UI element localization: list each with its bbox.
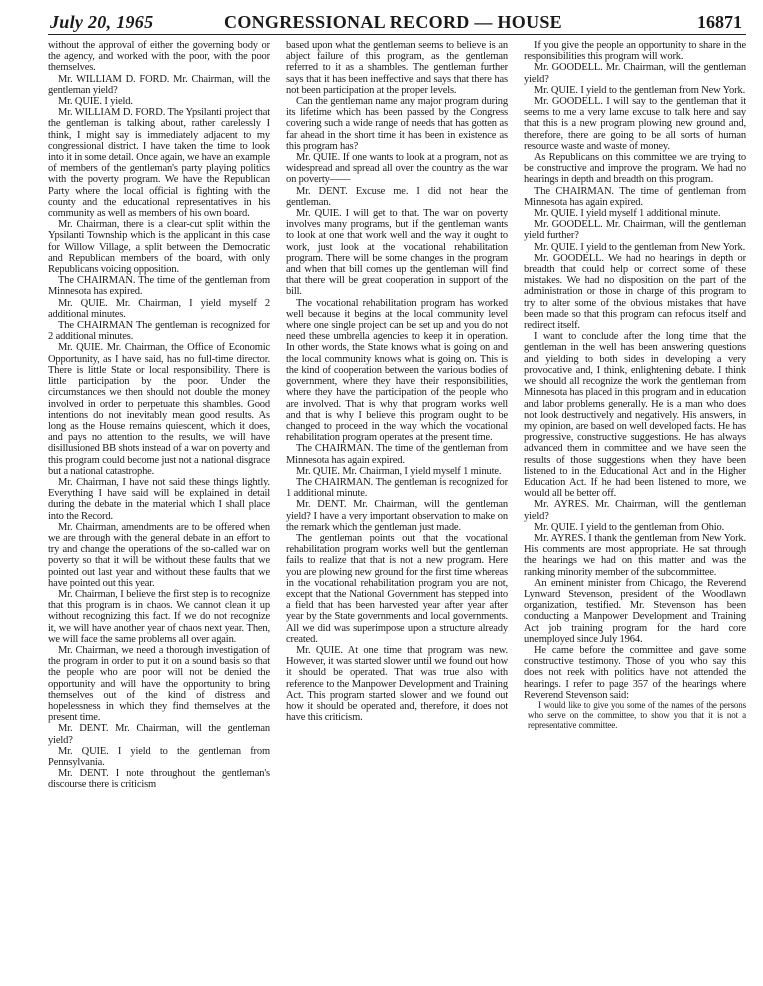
paragraph: Mr. Chairman, I have not said these things lightly. Everything I have said will be explained in detail during the debate in the material which I shall place into the Record. — [48, 476, 270, 522]
paragraph: Mr. QUIE. If one wants to look at a program, not as widespread and spread all over the country as the war on poverty—— — [286, 152, 508, 186]
paragraph: The CHAIRMAN. The gentleman is recognized for 1 additional minute. — [286, 476, 508, 500]
column-3 — [524, 40, 746, 984]
paragraph: Mr. AYRES. I thank the gentleman from New York. His comments are most appropriate. He sat through the hearings we had on this matter and was the ranking minority member of the subcommittee. — [524, 532, 746, 578]
paragraph: Mr. QUIE. Mr. Chairman, I yield myself 1 minute. — [296, 465, 502, 477]
paragraph: Mr. QUIE. At one time that program was new. However, it was started slower until we found out how it should be operated. That was true also with reference to the Manpower Development and Training Act. This program started slower and we found out how it should be operated and, therefore, it does not have this criticism. — [286, 644, 508, 724]
paragraph: The CHAIRMAN. The time of gentleman from Minnesota has again expired. — [524, 185, 746, 208]
header-page-number: 16871 — [697, 12, 742, 32]
paragraph: Mr. QUIE. I yield to the gentleman from Pennsylvania. — [48, 745, 270, 768]
column-1 — [48, 40, 270, 984]
paragraph: without the approval of either the governing body or the agency, and worked with the poor, with the poor themselves. — [48, 40, 270, 74]
paragraph: Mr. QUIE. I yield to the gentleman from New York. — [534, 84, 746, 96]
paragraph: An eminent minister from Chicago, the Reverend Lynward Stevenson, president of the Woodlawn organization, testified. Mr. Stevenson has been conducting a Manpower Development and Training Act job training program for the hard core unemployed since July 1964. — [524, 577, 746, 645]
paragraph: Mr. QUIE. I yield to the gentleman from New York. — [534, 241, 746, 253]
paragraph: Mr. QUIE. Mr. Chairman, I yield myself 2 additional minutes. — [48, 297, 270, 320]
paragraph: Mr. GOODELL. Mr. Chairman, will the gentleman yield? — [524, 62, 746, 85]
paragraph: Mr. QUIE. I will get to that. The war on poverty involves many programs, but if the gentleman wants to look at one that work well and the way it ought to work, just look at the vocational rehabilitation program. There will be some changes in the program and when that bill comes up the gentleman will find that there will be great cooperation in support of the bill. — [286, 208, 508, 298]
text-columns — [48, 40, 746, 984]
header-rule — [48, 34, 746, 35]
paragraph: Mr. QUIE. Mr. Chairman, the Office of Economic Opportunity, as I have said, has no full-time director. There is little State or local responsibility. There is little participation by the poor. Under the circumstances we then should not double the money involved in order to perpetuate this shambles. Good intentions do not inevitably mean good results. As long as the House remains quiescent, which it does, and pays no attention to the results, we will have disillusioned BB shots instead of a war on poverty and this program could become just not a national disgrace but a national catastrophe. — [48, 342, 270, 477]
paragraph: Mr. GOODELL. We had no hearings in depth or breadth that could help or correct some of these mistakes. We had no disposition on the part of the administration or those in charge of this program to try to alter some of the obvious mistakes that have been made so that this program can refocus itself and redirect itself. — [524, 252, 746, 332]
paragraph: Mr. Chairman, amendments are to be offered when we are through with the general debate in an effort to try and change the operations of the so-called war on poverty so that it will be without these faults that we pointed out last year and without these faults that we have pointed out this year. — [48, 521, 270, 589]
paragraph: Mr. WILLIAM D. FORD. The Ypsilanti project that the gentleman is talking about, rather carelessly I think, I might say is immediately adjacent to my congressional district. I have taken the time to look into it in some detail. Once again, we have an example of members of the gentleman's party playing politics with the poverty program. We have the Republican Party where the local official is fighting with the county and the educational representatives in his community as well as members of his own board. — [48, 107, 270, 220]
paragraph: The CHAIRMAN The gentleman is recognized for 2 additional minutes. — [48, 320, 270, 343]
paragraph: As Republicans on this committee we are trying to be constructive and improve the program. We had no hearings in depth and breadth on this program. — [524, 152, 746, 186]
paragraph: Mr. DENT. I note throughout the gentleman's discourse there is criticism — [48, 768, 270, 791]
paragraph: Mr. Chairman, I believe the first step is to recognize that this program is in chaos. We cannot clean it up without recognizing this fact. If we do not recognize it, we will have another year of chaos next year. Then, we will face the same problems all over again. — [48, 588, 270, 645]
paragraph: Mr. QUIE. I yield to the gentleman from Ohio. — [534, 521, 725, 533]
paragraph: He came before the committee and gave some constructive testimony. Those of you who say this does not reek with politics have not attended the hearings. I refer to page 357 of the hearings where Reverend Stevenson said: — [524, 644, 746, 701]
paragraph: Can the gentleman name any major program during its lifetime which has been passed by the Congress covering such a wide range of needs that has gotten as far ahead in the short time it has been in existence as this program has? — [286, 96, 508, 152]
paragraph: The gentleman points out that the vocational rehabilitation program works well but the gentleman fails to realize that that is not a new program. Here you are plowing new ground for the first time whereas in the vocational rehabilitation program you are not, except that the National Government has stepped into a field that has been harvested year after year after year by the State governments and local governments. All we did was superimpose upon a structure already created. — [286, 532, 508, 645]
paragraph: Mr. QUIE. I yield. — [58, 96, 133, 108]
paragraph: Mr. WILLIAM D. FORD. Mr. Chairman, will the gentleman yield? — [48, 73, 270, 96]
paragraph: The CHAIRMAN. The time of the gentleman from Minnesota has expired. — [48, 275, 270, 298]
paragraph: Mr. AYRES. Mr. Chairman, will the gentleman yield? — [524, 499, 746, 522]
paragraph: Mr. GOODELL. Mr. Chairman, will the gentleman yield further? — [524, 219, 746, 242]
quoted-paragraph: I would like to give you some of the names of the persons who serve on the committee, to show you that it is not a representative committee. — [528, 699, 746, 730]
page-header — [40, 4, 746, 34]
header-title: CONGRESSIONAL RECORD — HOUSE — [224, 12, 562, 32]
column-2 — [286, 40, 508, 984]
paragraph: The vocational rehabilitation program has worked well because it begins at the local community level where one single project can be set up and you do not need these umbrella agencies to keep it in operation. In other words, the State knows what is going on and the local community knows what is going on. This is the kind of cooperation between the various bodies of government, where they have their responsibilities, where they have the participation of the people who are involved. That is why that program works well and that is why I believe this program ought to be changed to proceed in the way which the vocational rehabilitation program operates at the present time. — [286, 297, 508, 444]
paragraph: If you give the people an opportunity to share in the responsibilities this program will work. — [524, 40, 746, 63]
paragraph: The CHAIRMAN. The time of the gentleman from Minnesota has again expired. — [286, 443, 508, 466]
paragraph: based upon what the gentleman seems to believe is an abject failure of this program, as the gentleman referred to it as a shambles. The gentleman further says that it has been ineffective and says that there has not been participation at the proper levels. — [286, 40, 508, 96]
paragraph: Mr. DENT. Mr. Chairman, will the gentleman yield? I have a very important observation to make on the remark which the gentleman just made. — [286, 499, 508, 533]
paragraph: Mr. GOODELL. I will say to the gentleman that it seems to me a very lame excuse to talk here and say that this is a new program plowing new ground and, therefore, there are going to be all sorts of human resource waste and waste of money. — [524, 96, 746, 152]
paragraph: I want to conclude after the long time that the gentleman in the well has been answering questions and yielding to both sides in developing a very provocative and, I think, enlightening debate. I think we should all recognize the work the gentleman from Minnesota has placed in this program and in education and labor problems generally. He is a man who does not look destructively and negatively. His answers, in my opinion, are based on well developed facts. He has progressive, constructive suggestions. He has always advanced them in committee and we have seen the results of those suggestions when they have been listened to in the Educational Act and in the Higher Education Act. If he had been listened to more, we would all be better off. — [524, 331, 746, 500]
header-date: July 20, 1965 — [50, 12, 154, 32]
paragraph: Mr. DENT. Excuse me. I did not hear the gentleman. — [286, 185, 508, 208]
paragraph: Mr. QUIE. I yield myself 1 additional minute. — [534, 208, 721, 220]
paragraph: Mr. DENT. Mr. Chairman, will the gentleman yield? — [48, 723, 270, 746]
paragraph: Mr. Chairman, there is a clear-cut split within the Ypsilanti Township which is the applicant in this case for Willow Village, a split between the Democratic and Republican members of the board, with only Republicans voicing opposition. — [48, 219, 270, 276]
paragraph: Mr. Chairman, we need a thorough investigation of the program in order to put it on a sound basis so that the people who are poor will not be denied the opportunity and will have the opportunity to bring themselves out of the kind of distress and hopelessness in which they find themselves at the present time. — [48, 644, 270, 724]
